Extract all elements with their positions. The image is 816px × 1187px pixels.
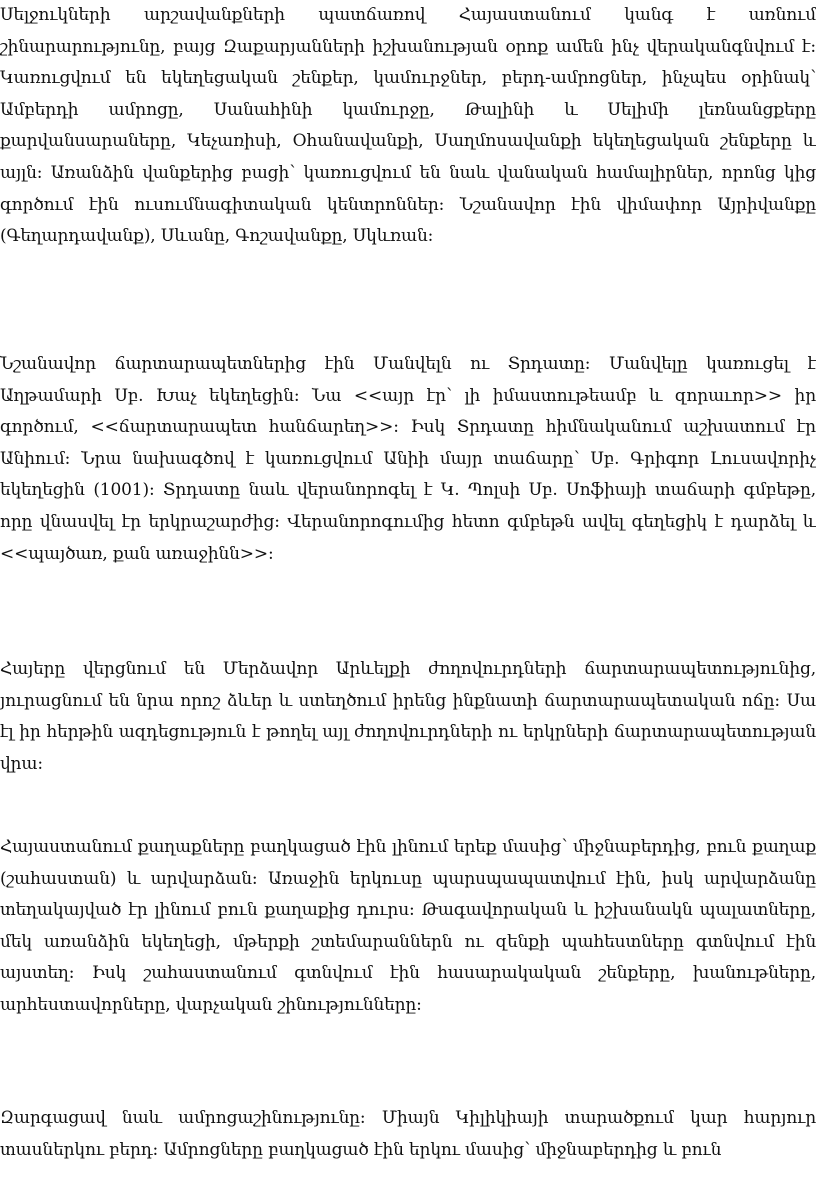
paragraph-4: Հայաստանում քաղաքները բաղկացած էին լինում երեք մասից՝ միջնաբերդից, բուն քաղաք (շահաստան) և արվարձան։ Առաջին երկուսը պարսպապատվում էին, իսկ արվարձանը տեղակայված էր լինում բուն քաղաքից դուրս։ Թագավորական և իշխանակն պալատները, մեկ առանձին եկեղեցի, մթերքի շտեմարաններն ու զենքի պահեստները գտնվում էին այստեղ։ Իսկ շահաստանում գտնվում էին հասարակական շենքերը, խանութները, արհեստավորները, վարչական շինությունները: xyxy=(0,837,816,1015)
paragraph-5: Զարգացավ նաև ամրոցաշինությունը։ Միայն Կիլիկիայի տարածքում կար հարյուր տասներկու բերդ։ Ամրոցները բաղկացած էին երկու մասից՝ միջնաբերդից և բուն xyxy=(0,1108,816,1160)
paragraph-3: Հայերը վերցնում են Մերձավոր Արևելքի ժողովուրդների ճարտարապետությունից, յուրացնում են նրա որոշ ձևեր և ստեղծում իրենց ինքնատի ճարտարապետական ոճը։ Սա էլ իր հերթին ազդեցություն է թողել այլ ժողովուրդների ու երկրների ճարտարապետության վրա: xyxy=(0,659,816,774)
paragraph-2: Նշանավոր ճարտարապետներից էին Մանվելն ու Տրդատը։ Մանվելը կառուցել է Աղթամարի Սբ. Խաչ եկեղեցին։ Նա <<այր էր՝ լի իմաստութեամբ և զորաւոր>> իր գործում, <<ճարտարապետ հանճարեղ>>: Իսկ Տրդատը հիմնականում աշխատում էր Անիում։ Նրա նախագծով է կառուցվում Անիի մայր տաճարը՝ Սբ. Գրիգոր Լուսավորիչ եկեղեցին (1001): Տրդատը նաև վերանորոգել է Կ. Պոլսի Սբ. Սոֆիայի տաճարի գմբեթը, որը վնասվել էր երկրաշարժից։ Վերանորոգումից հետո գմբեթն ավել գեղեցիկ է դարձել և <<պայծառ, քան առաջինն>>: xyxy=(0,354,816,564)
paragraph-1: Սելջուկների արշավանքների պատճառով Հայաստանում կանգ է առնում շինարարությունը, բայց Զաքարյանների իշխանության օրոք ամեն ինչ վերականգնվում է։ Կառուցվում են եկեղեցական շենքեր, կամուրջներ, բերդ-ամրոցներ, ինչպես օրինակ՝ Ամբերդի ամրոցը, Սանահինի կամուրջը, Թալինի և Սելիմի լեռնանցքերը քարվանսարաները, Կեչառիսի, Օհանավանքի, Սաղմոսավանքի եկեղեցական շենքերը և այլն։ Առանձին վանքերից բացի՝ կառուցվում են նաև վանական համալիրներ, որոնց կից գործում էին ուսումնագիտական կենտրոններ։ Նշանավոր էին վիմափոր Այրիվանքը (Գեղարդավանք), Սևանը, Գոշավանքը, Սկևռան: xyxy=(0,5,816,247)
